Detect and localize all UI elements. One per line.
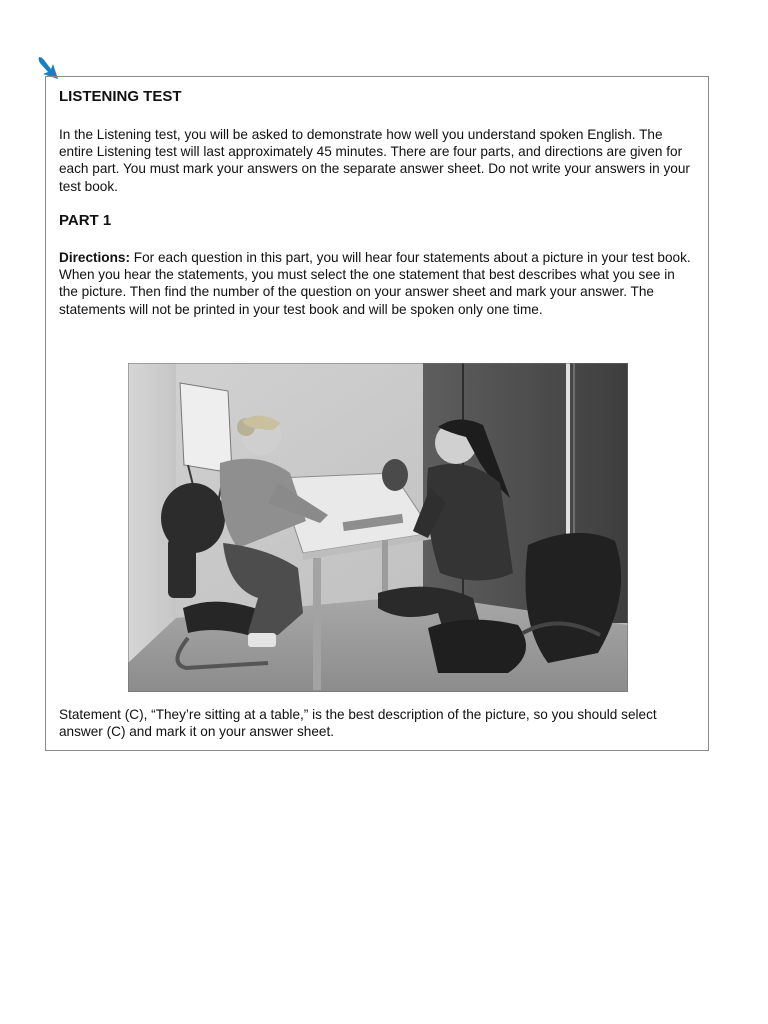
example-photo (128, 363, 628, 692)
directions-text: For each question in this part, you will hear four statements about a picture in your test book. When you hear the statements, you must select the one statement that best describes what you see in the picture. Then find the number of the question on your answer sheet and mark your answer. The statements will not be printed in your test book and will be spoken only one time. (59, 250, 691, 317)
listening-test-panel (45, 76, 709, 751)
intro-paragraph: In the Listening test, you will be asked to demonstrate how well you understand spoken English. The entire Listening test will last approximately 45 minutes. There are four parts, and directions are given for each part. You must mark your answers on the separate answer sheet. Do not write your answers in your test book. (59, 127, 690, 194)
part-title: PART 1 (59, 212, 112, 229)
section-title: LISTENING TEST (59, 88, 182, 105)
example-statement: Statement (C), “They’re sitting at a table,” is the best description of the picture, so you should select answer (C) and mark it on your answer sheet. (59, 707, 657, 740)
directions-label: Directions: (59, 250, 131, 265)
directions-paragraph (59, 249, 697, 333)
